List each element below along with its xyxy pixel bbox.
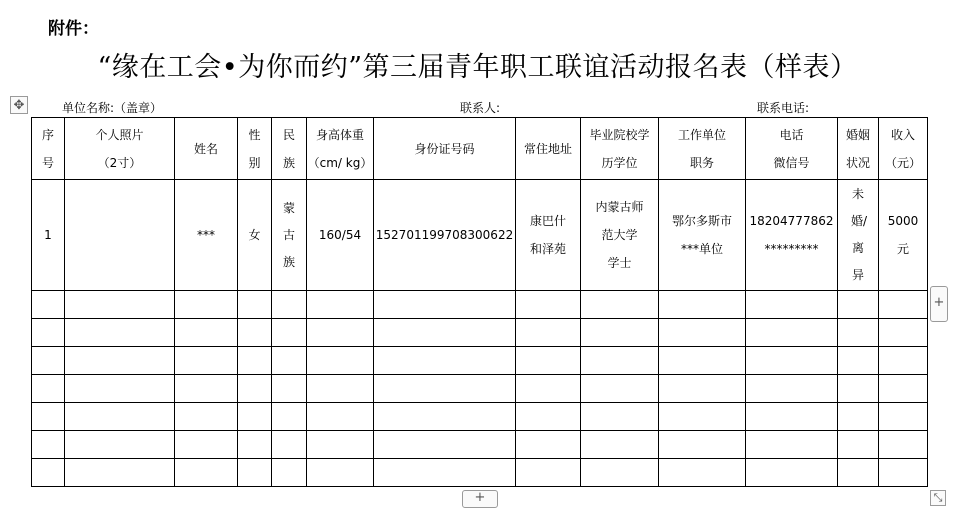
cell-school[interactable]: 内蒙古师 范大学 学士 (581, 180, 659, 291)
page-title: “缘在工会•为你而约”第三届青年职工联谊活动报名表（样表） (97, 52, 858, 83)
contact-phone-label: 联系电话: (757, 101, 810, 115)
cell-id-card[interactable]: 152701199708300622 (374, 180, 516, 291)
empty-cell[interactable] (516, 347, 581, 375)
empty-cell[interactable] (272, 291, 307, 319)
cell-address[interactable]: 康巴什 和泽苑 (516, 180, 581, 291)
empty-cell[interactable] (746, 319, 838, 347)
empty-cell[interactable] (65, 431, 175, 459)
empty-cell[interactable] (65, 375, 175, 403)
empty-cell[interactable] (746, 403, 838, 431)
empty-cell[interactable] (374, 459, 516, 487)
cell-income[interactable]: 5000 元 (879, 180, 928, 291)
empty-cell[interactable] (879, 375, 928, 403)
empty-cell[interactable] (272, 319, 307, 347)
empty-cell[interactable] (374, 319, 516, 347)
header-name[interactable]: 姓名 (175, 118, 238, 180)
cell-gender[interactable]: 女 (238, 180, 272, 291)
cell-name[interactable]: *** (175, 180, 238, 291)
empty-cell[interactable] (307, 403, 374, 431)
empty-cell[interactable] (879, 403, 928, 431)
empty-cell[interactable] (272, 431, 307, 459)
cell-marital[interactable]: 未婚/离异 (838, 180, 879, 291)
empty-cell[interactable] (32, 375, 65, 403)
empty-cell[interactable] (175, 431, 238, 459)
empty-cell[interactable] (581, 347, 659, 375)
resize-icon[interactable]: ⤡ (930, 490, 946, 506)
move-icon[interactable]: ✥ (10, 96, 28, 114)
header-ethnic[interactable]: 民 族 (272, 118, 307, 180)
empty-cell[interactable] (879, 431, 928, 459)
add-row-button[interactable]: + (462, 490, 498, 508)
empty-cell[interactable] (581, 403, 659, 431)
empty-cell[interactable] (65, 319, 175, 347)
empty-cell[interactable] (32, 459, 65, 487)
cell-photo[interactable] (65, 180, 175, 291)
empty-cell[interactable] (374, 431, 516, 459)
table-row (32, 347, 928, 375)
empty-cell[interactable] (581, 319, 659, 347)
empty-cell[interactable] (659, 431, 746, 459)
empty-cell[interactable] (238, 347, 272, 375)
empty-cell[interactable] (516, 319, 581, 347)
empty-cell[interactable] (374, 403, 516, 431)
table-row (32, 291, 928, 319)
empty-cell[interactable] (238, 403, 272, 431)
empty-cell[interactable] (516, 291, 581, 319)
empty-cell[interactable] (838, 291, 879, 319)
header-seq[interactable]: 序 号 (32, 118, 65, 180)
empty-cell[interactable] (516, 459, 581, 487)
empty-cell[interactable] (32, 431, 65, 459)
empty-cell[interactable] (838, 347, 879, 375)
empty-cell[interactable] (581, 291, 659, 319)
empty-cell[interactable] (581, 375, 659, 403)
empty-cell[interactable] (272, 375, 307, 403)
empty-cell[interactable] (238, 291, 272, 319)
empty-cell[interactable] (838, 403, 879, 431)
header-height-weight[interactable]: 身高体重 （cm/ kg） (307, 118, 374, 180)
table-row (32, 319, 928, 347)
empty-cell[interactable] (238, 375, 272, 403)
cell-height-weight[interactable]: 160/54 (307, 180, 374, 291)
empty-cell[interactable] (175, 347, 238, 375)
empty-cell[interactable] (879, 319, 928, 347)
header-address[interactable]: 常住地址 (516, 118, 581, 180)
empty-cell[interactable] (374, 347, 516, 375)
empty-cell[interactable] (516, 403, 581, 431)
empty-cell[interactable] (272, 403, 307, 431)
table-row (32, 459, 928, 487)
empty-cell[interactable] (374, 291, 516, 319)
empty-cell[interactable] (746, 375, 838, 403)
attachment-label: 附件： (48, 19, 99, 39)
table-row (32, 180, 928, 291)
empty-cell[interactable] (516, 375, 581, 403)
empty-cell[interactable] (581, 431, 659, 459)
empty-cell[interactable] (838, 431, 879, 459)
empty-cell[interactable] (175, 291, 238, 319)
add-column-button[interactable]: + (930, 286, 948, 322)
empty-cell[interactable] (32, 319, 65, 347)
empty-cell[interactable] (659, 403, 746, 431)
empty-cell[interactable] (272, 347, 307, 375)
empty-cell[interactable] (659, 291, 746, 319)
empty-cell[interactable] (65, 291, 175, 319)
header-row (32, 118, 928, 180)
table-row (32, 403, 928, 431)
registration-table (31, 117, 928, 487)
empty-cell[interactable] (238, 319, 272, 347)
empty-cell[interactable] (746, 291, 838, 319)
contact-person-label: 联系人: (460, 101, 501, 115)
empty-cell[interactable] (307, 319, 374, 347)
empty-cell[interactable] (838, 459, 879, 487)
empty-cell[interactable] (659, 459, 746, 487)
empty-cell[interactable] (175, 403, 238, 431)
header-id-card[interactable]: 身份证号码 (374, 118, 516, 180)
empty-cell[interactable] (307, 347, 374, 375)
empty-cell[interactable] (838, 319, 879, 347)
empty-cell[interactable] (659, 375, 746, 403)
cell-ethnic[interactable]: 蒙古族 (272, 180, 307, 291)
empty-cell[interactable] (581, 459, 659, 487)
empty-cell[interactable] (879, 291, 928, 319)
empty-cell[interactable] (374, 375, 516, 403)
table-row (32, 431, 928, 459)
empty-cell[interactable] (65, 459, 175, 487)
empty-cell[interactable] (746, 431, 838, 459)
header-contact[interactable]: 电话 微信号 (746, 118, 838, 180)
empty-cell[interactable] (65, 403, 175, 431)
header-income[interactable]: 收入 （元） (879, 118, 928, 180)
empty-cell[interactable] (516, 431, 581, 459)
empty-cell[interactable] (32, 291, 65, 319)
empty-cell[interactable] (175, 319, 238, 347)
cell-contact[interactable]: 18204777862 ********* (746, 180, 838, 291)
empty-cell[interactable] (307, 431, 374, 459)
empty-cell[interactable] (746, 459, 838, 487)
empty-cell[interactable] (272, 459, 307, 487)
empty-cell[interactable] (65, 347, 175, 375)
empty-cell[interactable] (175, 459, 238, 487)
empty-cell[interactable] (659, 319, 746, 347)
empty-cell[interactable] (32, 403, 65, 431)
header-photo[interactable]: 个人照片 （2寸） (65, 118, 175, 180)
empty-cell[interactable] (307, 459, 374, 487)
empty-cell[interactable] (175, 375, 238, 403)
empty-cell[interactable] (238, 431, 272, 459)
unit-name-label: 单位名称:（盖章） (62, 101, 163, 115)
empty-cell[interactable] (879, 459, 928, 487)
empty-cell[interactable] (238, 459, 272, 487)
empty-cell[interactable] (746, 347, 838, 375)
empty-cell[interactable] (307, 291, 374, 319)
header-gender[interactable]: 性 别 (238, 118, 272, 180)
header-work[interactable]: 工作单位 职务 (659, 118, 746, 180)
empty-cell[interactable] (879, 347, 928, 375)
header-marital[interactable]: 婚姻 状况 (838, 118, 879, 180)
header-school[interactable]: 毕业院校学 历学位 (581, 118, 659, 180)
table-row (32, 375, 928, 403)
empty-cell[interactable] (838, 375, 879, 403)
empty-cell[interactable] (32, 347, 65, 375)
empty-cell[interactable] (307, 375, 374, 403)
empty-cell[interactable] (659, 347, 746, 375)
cell-work[interactable]: 鄂尔多斯市 ***单位 (659, 180, 746, 291)
cell-seq[interactable]: 1 (32, 180, 65, 291)
